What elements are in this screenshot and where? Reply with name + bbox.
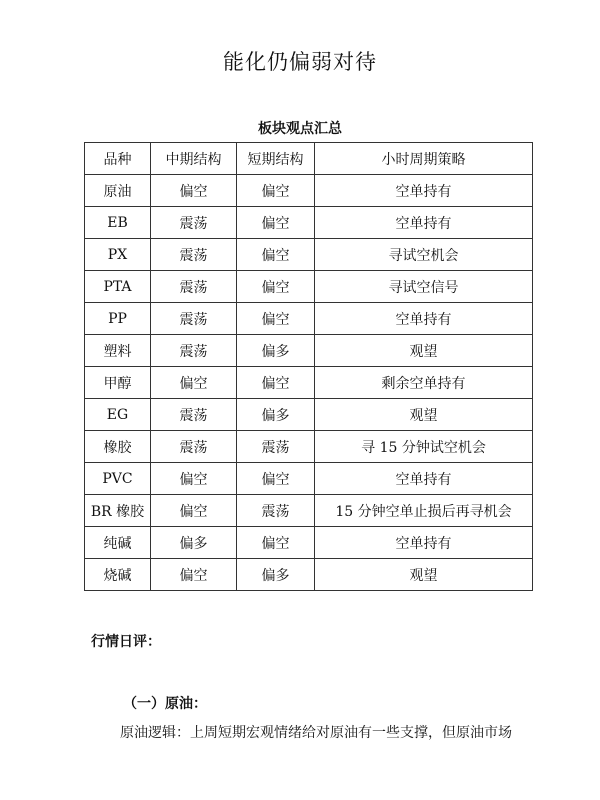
cell-mid-term: 震荡 (151, 207, 237, 239)
cell-mid-term: 震荡 (151, 335, 237, 367)
cell-short-term: 震荡 (237, 431, 315, 463)
cell-variety: 烧碱 (85, 559, 151, 591)
cell-short-term: 偏空 (237, 463, 315, 495)
cell-short-term: 偏空 (237, 271, 315, 303)
cell-variety: 纯碱 (85, 527, 151, 559)
table-row (85, 271, 533, 303)
cell-mid-term: 偏多 (151, 527, 237, 559)
cell-hourly-strategy: 观望 (315, 559, 533, 591)
cell-hourly-strategy: 寻试空机会 (315, 239, 533, 271)
cell-hourly-strategy: 空单持有 (315, 303, 533, 335)
table-row (85, 431, 533, 463)
table-body (85, 175, 533, 591)
cell-mid-term: 震荡 (151, 431, 237, 463)
cell-variety: PP (85, 303, 151, 335)
cell-mid-term: 震荡 (151, 271, 237, 303)
header-hourly-strategy: 小时周期策略 (315, 143, 533, 175)
cell-mid-term: 偏空 (151, 559, 237, 591)
table-row (85, 175, 533, 207)
cell-variety: PX (85, 239, 151, 271)
cell-hourly-strategy: 空单持有 (315, 527, 533, 559)
cell-short-term: 震荡 (237, 495, 315, 527)
table-row (85, 239, 533, 271)
cell-hourly-strategy: 观望 (315, 335, 533, 367)
cell-short-term: 偏空 (237, 527, 315, 559)
cell-variety: 甲醇 (85, 367, 151, 399)
cell-variety: PTA (85, 271, 151, 303)
cell-variety: 塑料 (85, 335, 151, 367)
table-row (85, 367, 533, 399)
cell-mid-term: 偏空 (151, 463, 237, 495)
table-caption: 板块观点汇总 (258, 121, 342, 137)
cell-hourly-strategy: 空单持有 (315, 175, 533, 207)
cell-hourly-strategy: 寻 15 分钟试空机会 (315, 431, 533, 463)
cell-variety: EG (85, 399, 151, 431)
cell-short-term: 偏空 (237, 175, 315, 207)
cell-short-term: 偏空 (237, 303, 315, 335)
page-title: 能化仍偏弱对待 (223, 50, 377, 74)
cell-hourly-strategy: 观望 (315, 399, 533, 431)
header-mid-term: 中期结构 (151, 143, 237, 175)
table-row (85, 495, 533, 527)
subhead: （一）原油： (123, 696, 207, 712)
cell-mid-term: 震荡 (151, 239, 237, 271)
summary-table (84, 142, 533, 591)
cell-short-term: 偏空 (237, 207, 315, 239)
cell-short-term: 偏多 (237, 335, 315, 367)
cell-hourly-strategy: 15 分钟空单止损后再寻机会 (315, 495, 533, 527)
cell-hourly-strategy: 空单持有 (315, 463, 533, 495)
cell-short-term: 偏多 (237, 559, 315, 591)
cell-variety: EB (85, 207, 151, 239)
cell-variety: PVC (85, 463, 151, 495)
cell-short-term: 偏多 (237, 399, 315, 431)
section-label: 行情日评： (91, 634, 161, 650)
cell-mid-term: 震荡 (151, 399, 237, 431)
cell-variety: 原油 (85, 175, 151, 207)
cell-hourly-strategy: 剩余空单持有 (315, 367, 533, 399)
table-row (85, 463, 533, 495)
table-header-row (85, 143, 533, 175)
table-row (85, 335, 533, 367)
table-row (85, 303, 533, 335)
header-variety: 品种 (85, 143, 151, 175)
cell-mid-term: 偏空 (151, 175, 237, 207)
cell-variety: BR 橡胶 (85, 495, 151, 527)
cell-variety: 橡胶 (85, 431, 151, 463)
cell-hourly-strategy: 空单持有 (315, 207, 533, 239)
cell-mid-term: 偏空 (151, 367, 237, 399)
cell-short-term: 偏空 (237, 239, 315, 271)
cell-mid-term: 偏空 (151, 495, 237, 527)
paragraph: 原油逻辑：上周短期宏观情绪给对原油有一些支撑，但原油市场 (120, 725, 512, 741)
cell-hourly-strategy: 寻试空信号 (315, 271, 533, 303)
table-row (85, 399, 533, 431)
table-row (85, 527, 533, 559)
table-row (85, 207, 533, 239)
header-short-term: 短期结构 (237, 143, 315, 175)
cell-mid-term: 震荡 (151, 303, 237, 335)
table-row (85, 559, 533, 591)
cell-short-term: 偏空 (237, 367, 315, 399)
